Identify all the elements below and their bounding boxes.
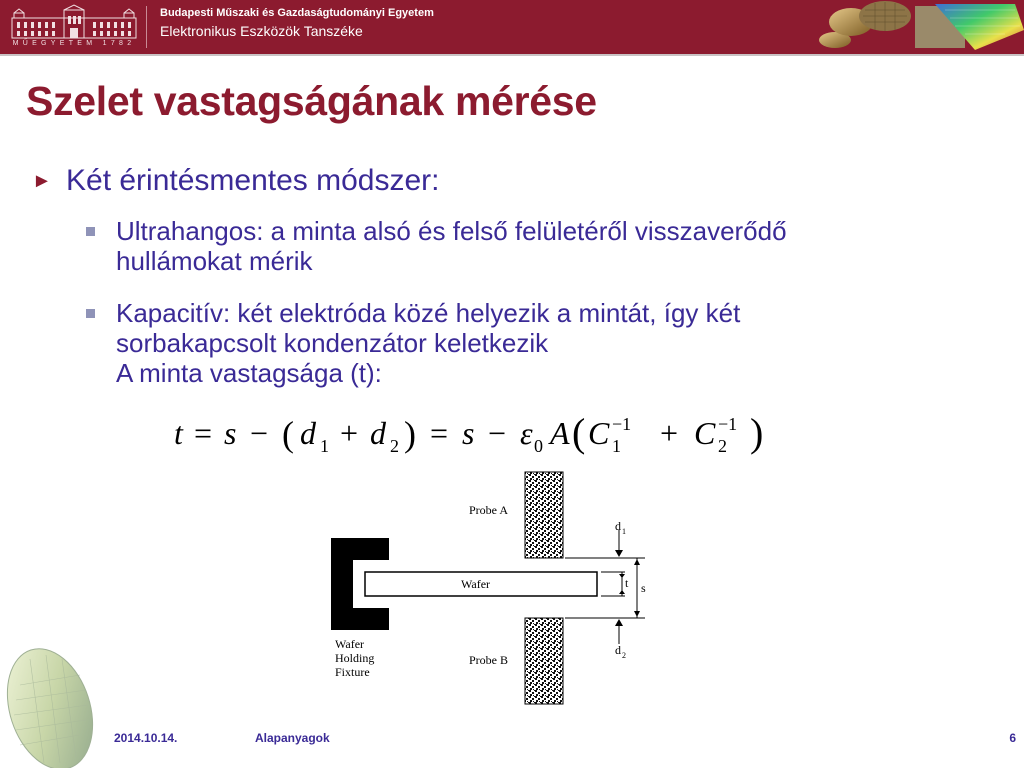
bullet-level1-text: Két érintésmentes módszer: [66,164,440,197]
s-label: s [641,581,646,595]
d2-subscript: 2 [622,651,626,660]
logo-motto: MŰEGYETEM 1782 [12,40,136,47]
probe-b-electrode [525,618,563,704]
svg-text:1: 1 [612,436,621,456]
svg-text:): ) [404,414,416,454]
university-name: Budapesti Műszaki és Gazdaságtudományi Egyetem [160,7,434,19]
wafer-label: Wafer [461,577,491,591]
svg-text:+: + [660,415,679,451]
svg-text:C: C [588,415,610,451]
footer-date: 2014.10.14. [114,731,178,745]
d1-subscript: 1 [622,527,626,536]
svg-text:2: 2 [718,436,727,456]
svg-text:(: ( [572,410,586,455]
svg-text:0: 0 [534,436,543,456]
bullet-level1 [32,164,440,198]
thickness-formula [170,408,770,458]
fixture-label-line: Wafer [335,637,365,651]
svg-text:=: = [194,415,213,451]
page-number: 6 [1009,731,1016,745]
fixture-label-line: Holding [335,651,375,665]
svg-text:2: 2 [390,436,399,456]
square-bullet-icon [86,227,95,236]
bullet-line: Ultrahangos: a minta alsó és felső felületéről visszaverődő [116,216,787,246]
triangle-bullet-icon: ► [32,170,52,192]
header-wafer-illustration [815,0,1024,54]
university-logo [8,4,140,52]
bullet-line: sorbakapcsolt kondenzátor keletkezik [116,328,549,358]
svg-text:+: + [340,415,359,451]
bullet-ultrasonic [86,216,1006,276]
svg-text:C: C [694,415,716,451]
square-bullet-icon [86,309,95,318]
probe-b-label: Probe B [469,653,508,667]
footer-topic: Alapanyagok [255,731,330,745]
svg-text:d: d [300,415,316,451]
svg-text:1: 1 [320,436,329,456]
d1-label: d [615,519,621,533]
svg-text:(: ( [282,414,294,454]
svg-text:): ) [750,410,764,455]
header-bar [0,0,1024,54]
d2-label: d [615,643,621,657]
bullet-line: hullámokat mérik [116,246,313,276]
fixture-label-line: Fixture [335,665,370,679]
svg-text:ε: ε [520,415,533,451]
svg-text:A: A [550,415,570,451]
probe-a-label: Probe A [469,503,508,517]
svg-text:−1: −1 [612,414,632,434]
slide-title: Szelet vastagságának mérése [26,78,597,124]
probe-a-electrode [525,472,563,558]
bullet-line: A minta vastagsága (t): [116,358,382,388]
header-strip [0,54,1024,56]
svg-text:−: − [488,415,507,451]
bullet-capacitive [86,298,1006,388]
svg-text:s: s [462,415,475,451]
svg-text:−: − [250,415,269,451]
capacitive-probe-diagram [325,468,685,708]
svg-text:t: t [174,415,183,451]
department-name: Elektronikus Eszközök Tanszéke [160,23,363,39]
header-divider [146,6,147,48]
building-icon [8,4,140,40]
footer-wafer-icon [0,645,110,768]
svg-text:s: s [224,415,237,451]
svg-text:−1: −1 [718,414,738,434]
t-label: t [625,576,629,590]
bullet-line: Kapacitív: két elektróda közé helyezik a mintát, így két [116,298,741,328]
svg-text:d: d [370,415,386,451]
svg-text:=: = [430,415,449,451]
diagram-figure [325,468,685,708]
